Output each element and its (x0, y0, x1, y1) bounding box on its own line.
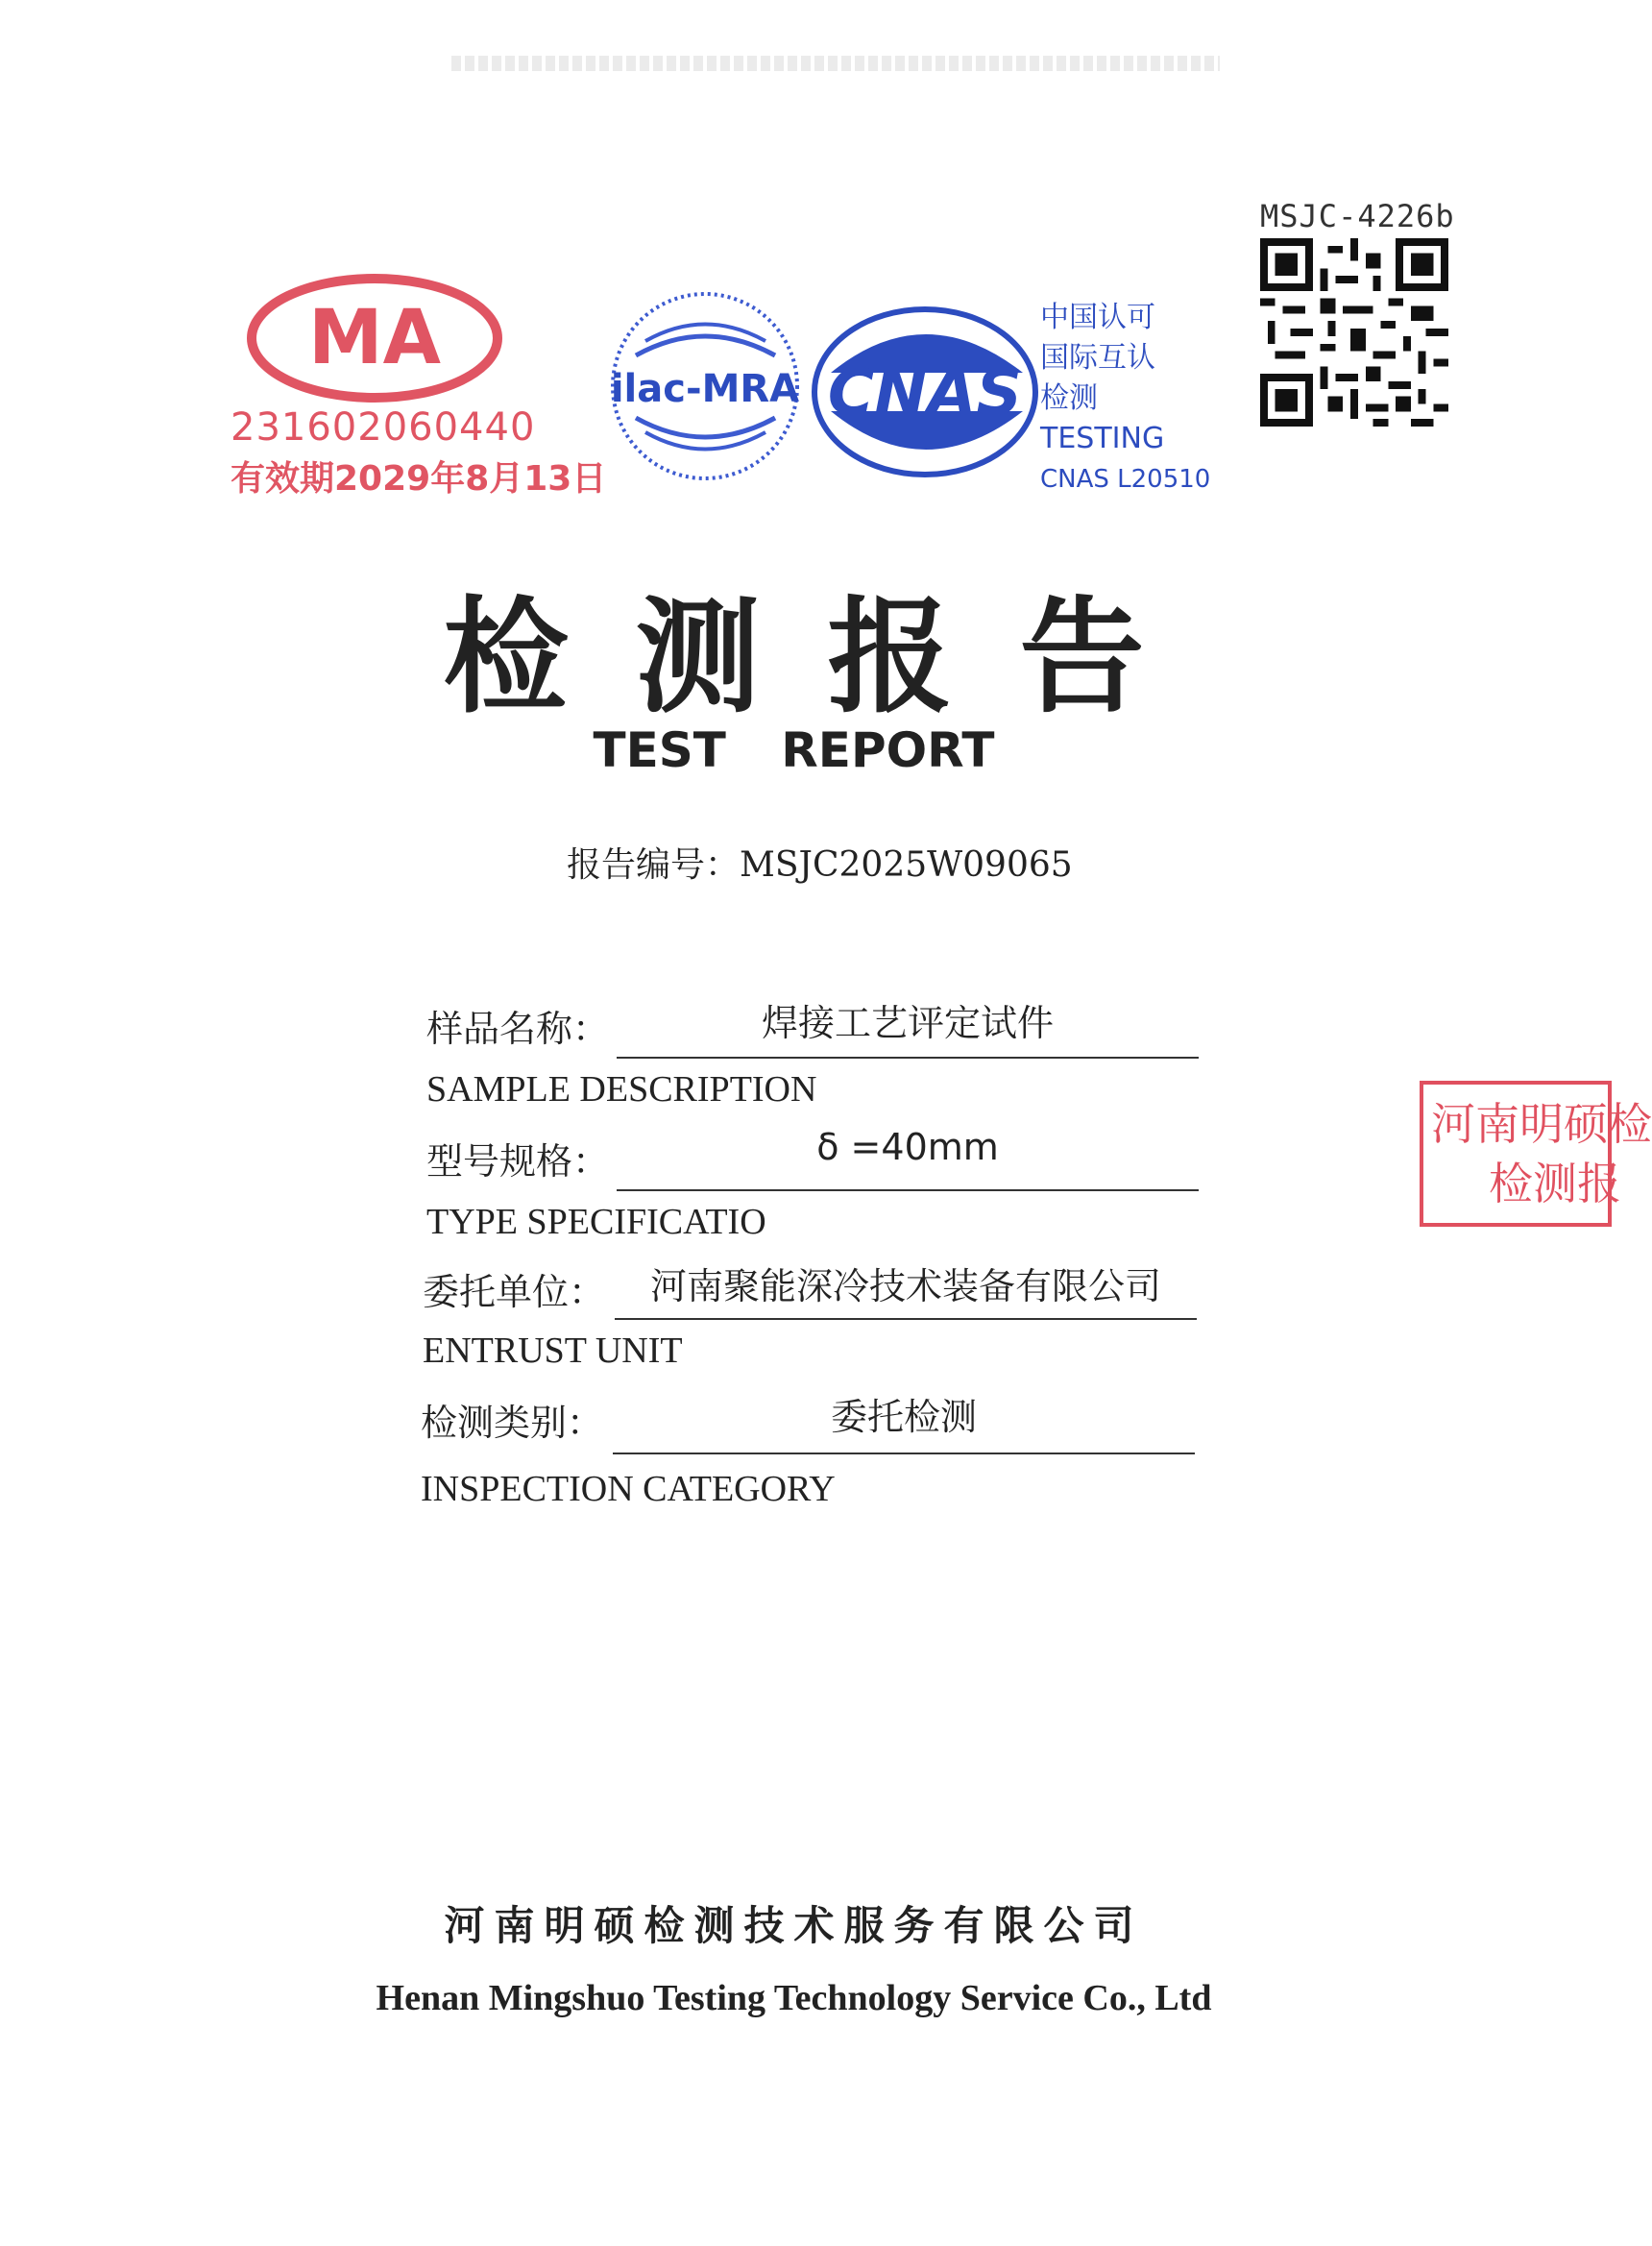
type-spec-label: 型号规格： (426, 1140, 610, 1183)
inspection-category-value: 委托检测 (830, 1396, 977, 1438)
sample-name-underline (617, 1057, 1199, 1059)
sample-name-label: 样品名称： (426, 1008, 610, 1050)
entrust-unit-en-label: ENTRUST UNIT (423, 1331, 683, 1371)
ilac-mra-logo-icon (607, 288, 804, 485)
seal-line2: 检测报 (1489, 1158, 1621, 1209)
company-name-cn: 河南明硕检测技术服务有限公司 (444, 1902, 1144, 1949)
report-number-label: 报告编号： (567, 845, 741, 885)
faint-header-text (451, 56, 1220, 71)
type-spec-underline (617, 1189, 1199, 1191)
cma-logo-icon (248, 274, 502, 403)
qr-code-icon (1260, 238, 1448, 427)
cnas-side-line: TESTING (1040, 422, 1165, 455)
report-title-en: TEST REPORT (593, 722, 995, 778)
type-specification-label: TYPE SPECIFICATIO (426, 1202, 766, 1242)
document-code: MSJC-4226b (1260, 198, 1455, 234)
company-name-en: Henan Mingshuo Testing Technology Service Co., Ltd (376, 1978, 1212, 2018)
inspection-category-en-label: INSPECTION CATEGORY (421, 1469, 836, 1509)
sample-description-label: SAMPLE DESCRIPTION (426, 1069, 817, 1110)
inspection-category-label: 检测类别： (421, 1402, 604, 1444)
type-spec-value: δ =40mm (816, 1126, 999, 1168)
inspection-category-underline (613, 1453, 1195, 1454)
report-number-value: MSJC2025W09065 (740, 845, 1073, 885)
cma-number: 231602060440 (231, 405, 536, 450)
sample-name-value: 焊接工艺评定试件 (761, 1002, 1054, 1044)
cnas-mark-text: CNAS (827, 355, 1023, 429)
cma-validity: 有效期2029年8月13日 (231, 459, 607, 499)
report-number (567, 838, 1073, 887)
entrust-unit-underline (615, 1318, 1197, 1320)
seal-line1: 河南明硕检 (1431, 1098, 1652, 1150)
cnas-side-line: CNAS L20510 (1040, 465, 1211, 494)
report-title-cn: 检测报告 (443, 583, 1212, 730)
cnas-logo-icon (812, 305, 1037, 478)
cnas-side-line: 国际互认 (1040, 341, 1155, 375)
ilac-mark-text: ilac-MRA (610, 367, 800, 411)
cnas-side-line: 中国认可 (1040, 301, 1155, 334)
entrust-unit-value: 河南聚能深冷技术装备有限公司 (649, 1265, 1161, 1307)
cnas-side-line: 检测 (1040, 381, 1098, 415)
cnas-side-text (1040, 298, 1210, 500)
company-seal-stamp (1420, 1081, 1652, 1227)
entrust-unit-label: 委托单位： (423, 1271, 606, 1313)
cma-mark-text: MA (308, 295, 441, 381)
